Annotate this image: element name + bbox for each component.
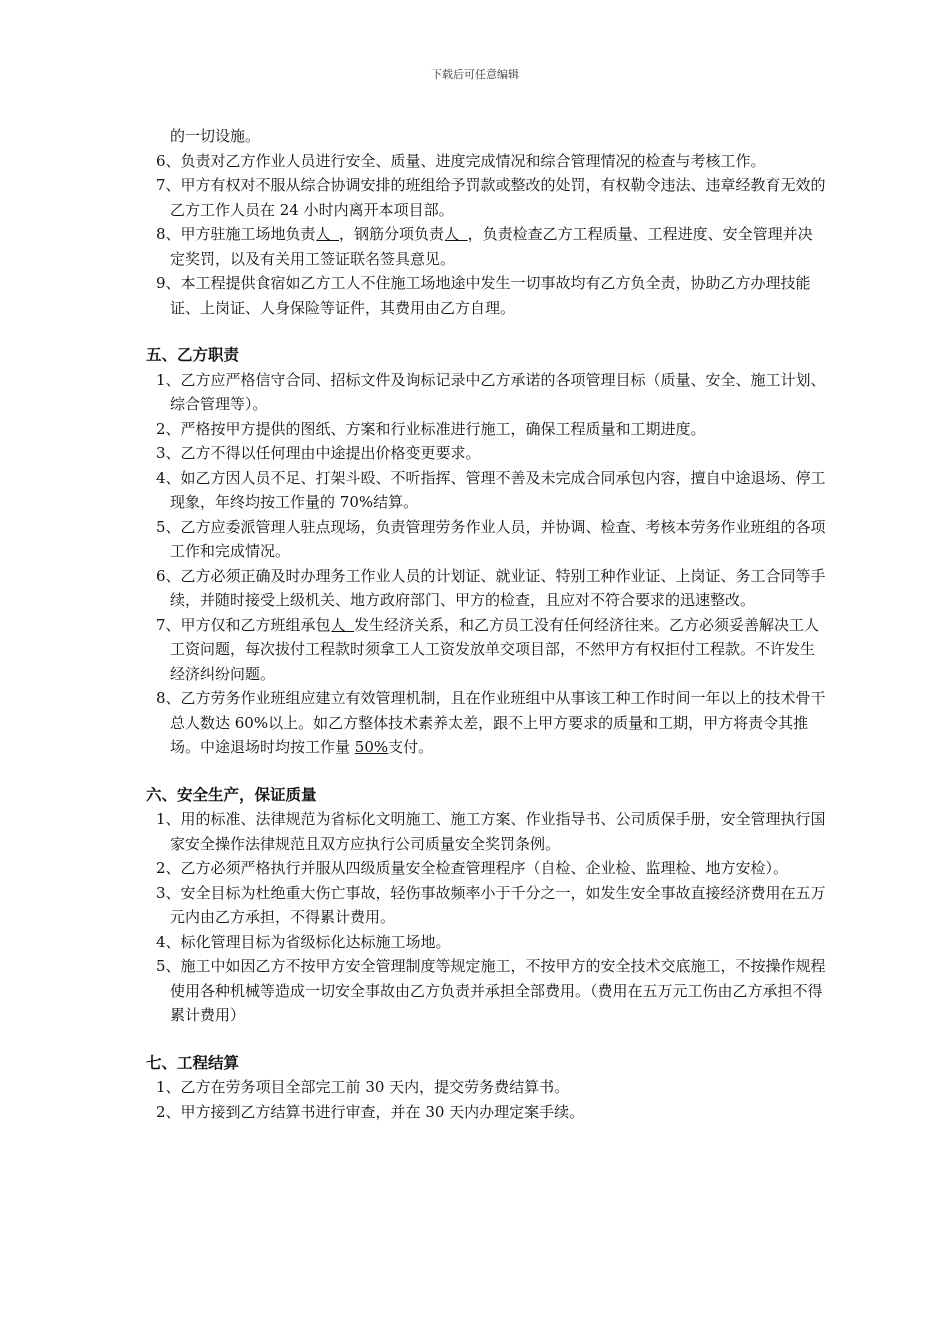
- list-item: 3、乙方不得以任何理由中途提出价格变更要求。: [156, 444, 481, 462]
- blank-field: [331, 222, 340, 247]
- list-item: 7、甲方有权对不服从综合协调安排的班组给予罚款或整改的处罚，有权勒令违法、违章经教育无效的乙方工作人员在 24 小时内离开本项目部。: [156, 176, 826, 219]
- item-text: 8、甲方驻施工场地负责人: [156, 225, 331, 243]
- item-text: ，钢筋分项负责人: [339, 225, 460, 243]
- section-title: 五、乙方职责: [146, 345, 240, 364]
- item-text: 8、乙方劳务作业班组应建立有效管理机制，且在作业班组中从事该工种工作时间一年以上的技术骨干总人数达 60%以上。如乙方整体技术素养太差，跟不上甲方要求的质量和工期，甲方将责令其推场。中途退场时均按工作量: [156, 689, 826, 756]
- item-text: 发生经济关系，和乙方员工没有任何经济往来。乙方必须妥善解决工人工资问题，每次拔付工程款时须拿工人工资发放单交项目部，不然甲方有权拒付工程款。不许发生经济纠纷问题。: [170, 615, 820, 683]
- list-item: 2、乙方必须严格执行并服从四级质量安全检查管理程序（自检、企业检、监理检、地方安检）。: [156, 859, 789, 877]
- list-item: 5、施工中如因乙方不按甲方安全管理制度等规定施工，不按甲方的安全技术交底施工，不按操作规程使用各种机械等造成一切安全事故由乙方负责并承担全部费用。（费用在五万元工伤由乙方承担不得累计费用）: [156, 957, 826, 1024]
- underlined-value: 50%: [354, 738, 389, 756]
- page-header: 下载后可任意编辑: [431, 68, 519, 81]
- list-item: 4、标化管理目标为省级标化达标施工场地。: [156, 932, 451, 951]
- list-item: 的一切设施。: [170, 127, 261, 145]
- list-item: 2、甲方接到乙方结算书进行审查，并在 30 天内办理定案手续。: [156, 1102, 585, 1121]
- list-item: 9、本工程提供食宿如乙方工人不住施工场地途中发生一切事故均有乙方负全责，协助乙方办理技能证、上岗证、人身保险等证件，其费用由乙方自理。: [156, 274, 811, 317]
- list-item: 5、乙方应委派管理人驻点现场，负责管理劳务作业人员，并协调、检查、考核本劳务作业班组的各项工作和完成情况。: [156, 517, 826, 560]
- list-item: [146, 613, 826, 687]
- list-item: 1、用的标准、法律规范为省标化文明施工、施工方案、作业指导书、公司质保手册，安全管理执行国家安全操作法律规范且双方应执行公司质量安全奖罚条例。: [156, 810, 826, 853]
- blank-field: [459, 222, 468, 247]
- list-item: 6、负责对乙方作业人员进行安全、质量、进度完成情况和综合管理情况的检查与考核工作。: [156, 151, 766, 170]
- blank-field: [346, 613, 355, 638]
- list-item: 1、乙方应严格信守合同、招标文件及询标记录中乙方承诺的各项管理目标（质量、安全、施工计划、综合管理等）。: [156, 370, 826, 413]
- item-text: 7、甲方仅和乙方班组承包人: [156, 615, 346, 634]
- section-title: 七、工程结算: [146, 1052, 240, 1072]
- list-item: [146, 686, 826, 760]
- section-title: 六、安全生产，保证质量: [146, 784, 317, 804]
- list-item: 6、乙方必须正确及时办理务工作业人员的计划证、就业证、特别工种作业证、上岗证、务工合同等手续，并随时接受上级机关、地方政府部门、甲方的检查，且应对不符合要求的迅速整改。: [156, 566, 826, 609]
- list-item: 4、如乙方因人员不足、打架斗殴、不听指挥、管理不善及未完成合同承包内容，擅自中途退场、停工现象，年终均按工作量的 70%结算。: [156, 468, 826, 511]
- item-text: 支付。: [388, 738, 434, 756]
- list-item: 2、严格按甲方提供的图纸、方案和行业标准进行施工，确保工程质量和工期进度。: [156, 419, 706, 438]
- list-item: 1、乙方在劳务项目全部完工前 30 天内，提交劳务费结算书。: [156, 1078, 570, 1096]
- document-body: [146, 124, 826, 1124]
- list-item: [146, 222, 826, 271]
- list-item: 3、安全目标为杜绝重大伤亡事故，轻伤事故频率小于千分之一，如发生安全事故直接经济费用在五万元内由乙方承担，不得累计费用。: [156, 883, 826, 926]
- item-text: ，负责检查乙方工程质量、工程进度、安全管理并决定奖罚，以及有关用工签证联名签具意见。: [170, 225, 813, 268]
